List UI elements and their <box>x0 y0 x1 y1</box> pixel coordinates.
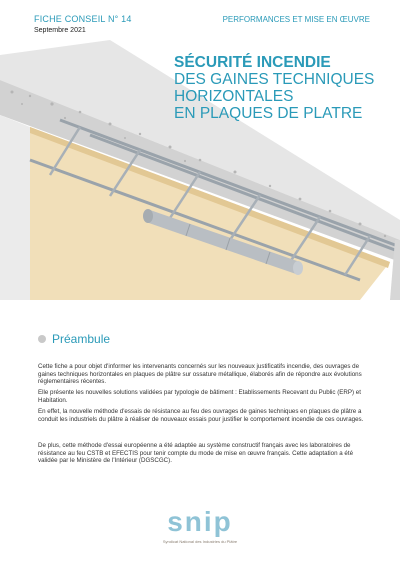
snip-logo <box>160 508 240 552</box>
paragraph-2: Elle présente les nouvelles solutions validées par typologie de bâtiment : Etablissements Recevant du Public (ERP) et Habitation. <box>38 389 361 404</box>
title-line-4: EN PLAQUES DE PLATRE <box>174 105 363 122</box>
title-line-3: HORIZONTALES <box>174 88 294 105</box>
category-label: PERFORMANCES ET MISE EN ŒUVRE <box>222 15 370 24</box>
paragraph-3: En effet, la nouvelle méthode d'essais de résistance au feu des ouvrages de gaines techniques en plaques de plâtre a conduit les industriels du plâtre à réaliser de nouveaux essais pour justifier le comportement incendie de ces ouvrages. <box>38 408 364 423</box>
publication-date: Septembre 2021 <box>34 27 86 34</box>
side-wall <box>0 115 30 300</box>
paragraph-4: De plus, cette méthode d'essai européenne a été adaptée au système constructif français avec les laboratoires de résistance au feu CSTB et EFECTIS pour tenir compte du mode de mise en œuvre français. Cette adaptation a été validée par le Ministère de l'Intérieur (DGSCGC). <box>38 442 354 465</box>
paragraph-1: Cette fiche a pour objet d'informer les intervenants concernés sur les nouveaux justificatifs incendie, des ouvrages de gaines techniques horizontales en plaques de plâtre sur ossature métallique, élaborés afin de répondre aux évolutions réglementaires récentes. <box>38 363 362 386</box>
title-line-1: SÉCURITÉ INCENDIE <box>174 54 331 71</box>
header-left <box>34 14 132 34</box>
bullet-dot-icon <box>38 335 46 343</box>
preambule-title: Préambule <box>52 332 111 346</box>
title-line-2: DES GAINES TECHNIQUES <box>174 71 375 88</box>
logo-wordmark: snip <box>167 506 233 537</box>
logo-subtitle: Syndicat National des Industries du Plâtre <box>162 539 238 544</box>
fiche-number: FICHE CONSEIL N° 14 <box>34 14 132 24</box>
preambule-heading <box>38 332 110 346</box>
document-title <box>174 54 384 122</box>
